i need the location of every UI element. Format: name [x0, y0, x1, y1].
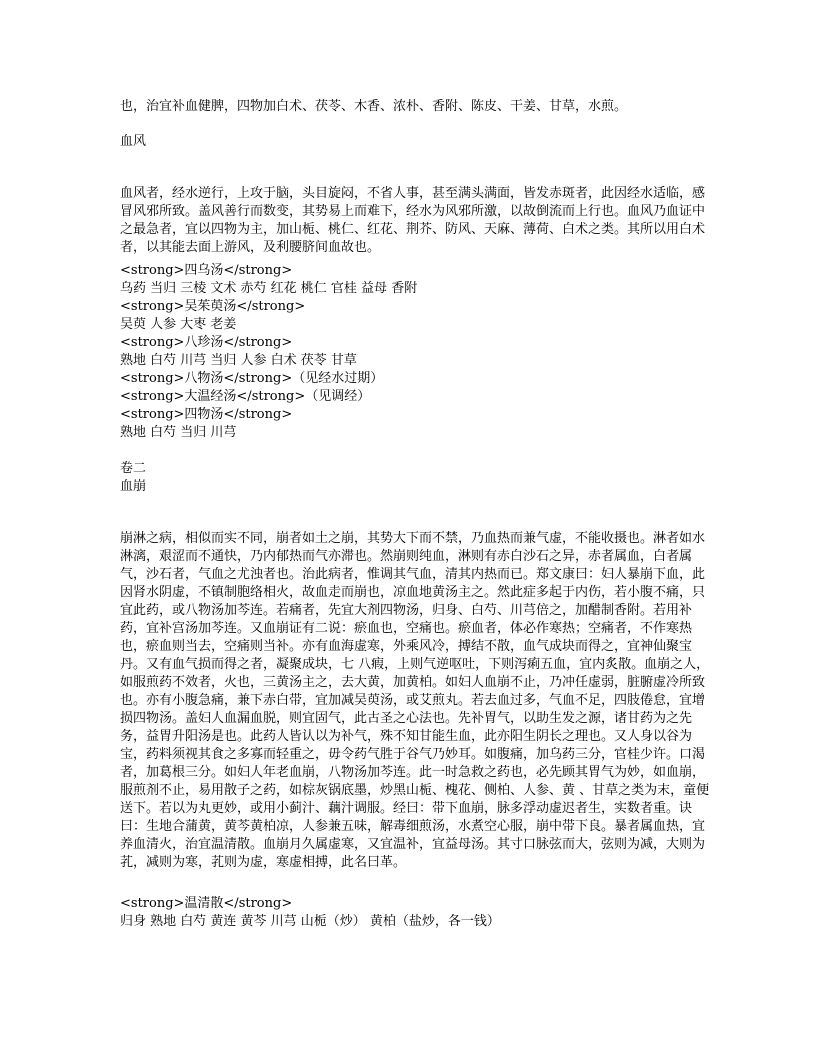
recipe-title-wenqing: <strong>温清散</strong>	[120, 896, 293, 911]
section-title-xuebeng: 血崩	[120, 479, 147, 494]
recipe-ingredients-siwu: 乌药 当归 三棱 文术 赤芍 红花 桃仁 官桂 益母 香附	[120, 281, 418, 296]
recipe-title-bazhen: <strong>八珍汤</strong>	[120, 335, 293, 350]
xuebeng-paragraph: 崩淋之病，相似而实不同，崩者如土之崩，其势大下而不禁，乃血热而兼气虚，不能收摄也。淋者如水淋漓，艰涩而不通快，乃内郁热而气亦滞也。然崩则纯血，淋则有赤白沙石之异，赤者属血，白者属气，沙石者，气血之尤浊者也。治此病者，惟调其气血，清其内热而已。郑文康曰：妇人暴崩下血，此因肾水阴虚，不镇制胞络相火，故血走而崩也，凉血地黄汤主之。然此症多起于内伤，若小腹不痛，只宜此药，或八物汤加芩连。若痛者，先宜大剂四物汤，归身、白芍、川芎倍之，加醋制香附。若用补药，宜补宫汤加芩连。又血崩证有二说：瘀血也，空痛也。瘀血者，体必作寒热；空痛者，不作寒热也，瘀血则当去，空痛则当补。亦有血海虚寒，外乘风冷，搏结不散，血气成块而得之，宜神仙聚宝丹。又有血气损而得之者，凝聚成块，七 八瘕，上则气逆呕吐，下则泻痢五血，宜内炙散。血崩之人，如服煎药不效者，火也，三黄汤主之，去大黄，加黄柏。如妇人血崩不止，乃冲任虚弱，脏腑虚冷所致也。亦有小腹急痛，兼下赤白带，宜加减吴萸汤，或艾煎丸。若去血过多，气血不足，四肢倦怠，宜增损四物汤。盖妇人血漏血脱，则宜固气，此古圣之心法也。先补胃气，以助生发之源，诸甘药为之先务，益胃升阳汤是也。此药人皆认以为补气，殊不知甘能生血，此亦阳生阴长之理也。又人身以谷为宝，药料须视其食之多寡而轻重之，毋令药气胜于谷气乃妙耳。如腹痛，加乌药三分，官桂少许。口渴者，加葛根三分。如妇人年老血崩，八物汤加芩连。此一时急救之药也，必先顾其胃气为妙，如血崩，服煎剂不止，易用散子之药，如棕灰锅底墨，炒黑山栀、槐花、侧柏、人参、黄 、甘草之类为末，童便送下。若以为丸更妙，或用小蓟汁、藕汁调服。经曰：带下血崩，脉多浮动虚迟者生，实数者重。诀曰：生地合蒲黄，黄芩黄柏凉，人参兼五味，解毒细煎汤，水煮空心服，崩中带下良。暴者属血热，宜养血清火，治宜温清散。血崩月久属虚寒，又宜温补，宜益母汤。其寸口脉弦而大，弦则为减，大则为芤，减则为寒，芤则为虚，寒虚相搏，此名曰革。	[120, 531, 710, 870]
recipe-ingredients-wenqing: 归身 熟地 白芍 黄连 黄芩 川芎 山栀（炒） 黄柏（盐炒，各一钱）	[120, 914, 500, 929]
section-title-xuefeng: 血风	[120, 134, 147, 149]
recipe-title-wuzhuyu: <strong>吴茱萸汤</strong>	[120, 299, 306, 314]
recipe-title-dawenjing: <strong>大温经汤</strong>（见调经）	[120, 389, 371, 404]
xuefeng-paragraph: 血风者，经水逆行，上攻于脑，头目旋闷，不省人事，甚至满头满面，皆发赤斑者，此因经水适临，感冒风邪所致。盖风善行而数变，其势易上而难下，经水为风邪所激，以故倒流而上行也。血风乃血证中之最急者，宜以四物为主，加山栀、桃仁、红花、荆芥、防风、天麻、薄荷、白术之类。其所以用白术者，以其能去面上游风，及利腰脐间血故也。	[120, 186, 706, 255]
recipe-title-siwutang: <strong>四物汤</strong>	[120, 407, 293, 422]
recipe-ingredients-bazhen: 熟地 白芍 川芎 当归 人参 白术 茯苓 甘草	[120, 353, 357, 368]
recipe-title-siwu: <strong>四乌汤</strong>	[120, 263, 293, 278]
recipe-title-bawu: <strong>八物汤</strong>（见经水过期）	[120, 371, 384, 386]
xuefeng-body	[120, 185, 710, 257]
volume-title: 卷二	[120, 461, 147, 476]
recipe-ingredients-siwutang: 熟地 白芍 当归 川芎	[120, 425, 237, 440]
recipe-ingredients-wuzhuyu: 吴萸 人参 大枣 老姜	[120, 317, 237, 332]
xuebeng-body	[120, 530, 710, 872]
paragraph-top-line: 也，治宜补血健脾，四物加白术、茯苓、木香、浓朴、香附、陈皮、干姜、甘草，水煎。	[120, 99, 628, 114]
